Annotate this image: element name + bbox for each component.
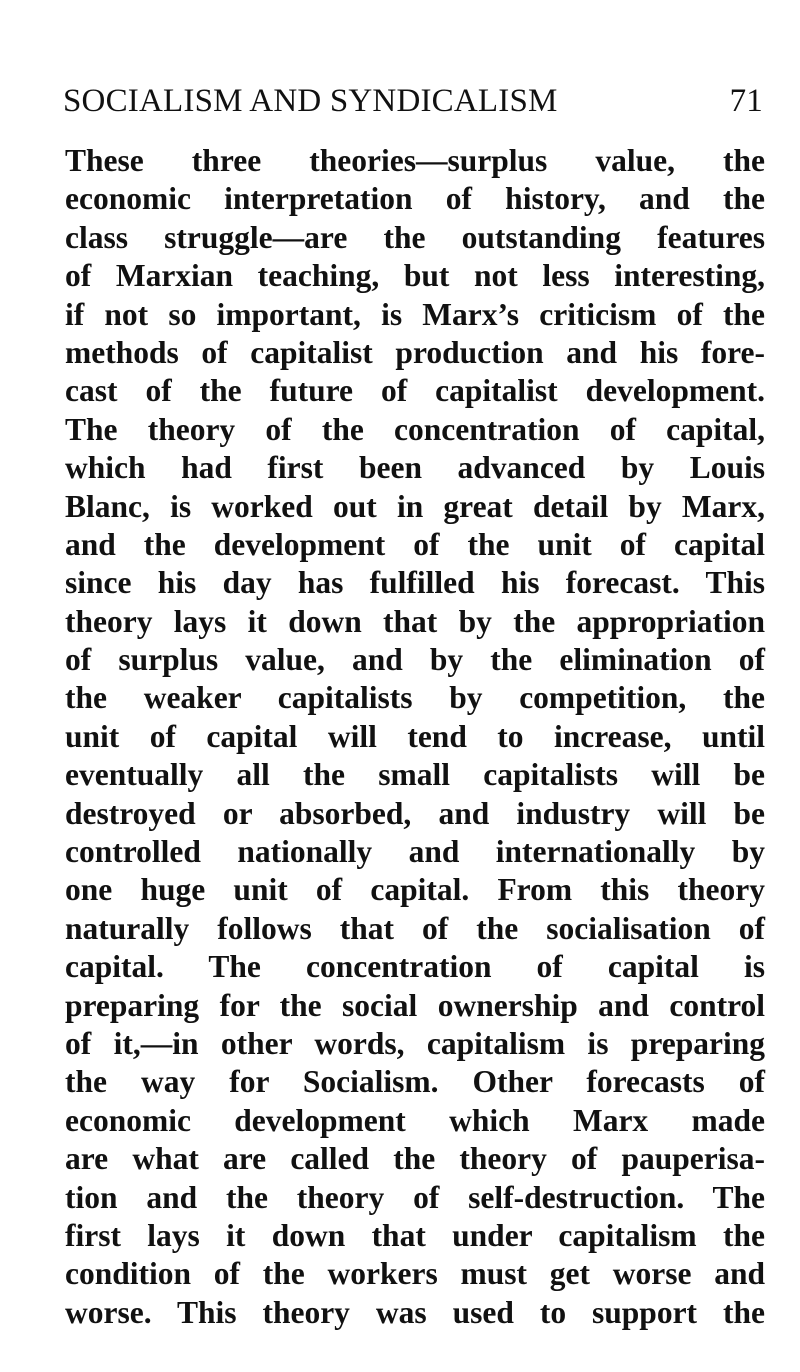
- text-line: worse. This theory was used to support the: [65, 1294, 765, 1330]
- running-title: SOCIALISM AND SYNDICALISM: [63, 83, 558, 119]
- text-line: of Marxian teaching, but not less interesting,: [65, 258, 765, 294]
- text-line: condition of the workers must get worse and: [65, 1256, 765, 1292]
- text-line: destroyed or absorbed, and industry will be: [65, 795, 765, 831]
- running-head: [63, 76, 763, 126]
- text-line: tion and the theory of self-destruction. The: [65, 1179, 765, 1215]
- text-line: of it,—in other words, capitalism is preparing: [65, 1025, 765, 1061]
- text-line: of surplus value, and by the elimination of: [65, 642, 765, 678]
- text-line: class struggle—are the outstanding features: [65, 219, 765, 255]
- text-line: one huge unit of capital. From this theory: [65, 872, 765, 908]
- text-line: are what are called the theory of pauperisa-: [65, 1141, 765, 1177]
- text-line: the way for Socialism. Other forecasts of: [65, 1064, 765, 1100]
- text-line: which had first been advanced by Louis: [65, 450, 765, 486]
- text-line: since his day has fulfilled his forecast. This: [65, 565, 765, 601]
- text-line: controlled nationally and internationally by: [65, 834, 765, 870]
- text-line: economic interpretation of history, and the: [65, 181, 765, 217]
- text-line: These three theories—surplus value, the: [65, 143, 765, 178]
- text-line: naturally follows that of the socialisation of: [65, 910, 765, 946]
- text-line: cast of the future of capitalist development.: [65, 373, 765, 409]
- text-line: capital. The concentration of capital is: [65, 949, 765, 985]
- page-number: 71: [729, 83, 763, 119]
- text-line: and the development of the unit of capital: [65, 526, 765, 562]
- text-line: The theory of the concentration of capital,: [65, 411, 765, 447]
- body-paragraph: [65, 142, 765, 1332]
- text-line: the weaker capitalists by competition, the: [65, 680, 765, 716]
- text-line: preparing for the social ownership and control: [65, 987, 765, 1023]
- text-line: methods of capitalist production and his fore-: [65, 334, 765, 370]
- text-line: first lays it down that under capitalism the: [65, 1217, 765, 1253]
- text-line: eventually all the small capitalists will be: [65, 757, 765, 793]
- text-line: Blanc, is worked out in great detail by Marx,: [65, 488, 765, 524]
- text-line: if not so important, is Marx’s criticism of the: [65, 296, 765, 332]
- text-line: unit of capital will tend to increase, until: [65, 718, 765, 754]
- text-line: theory lays it down that by the appropriation: [65, 603, 765, 639]
- text-line: economic development which Marx made: [65, 1102, 765, 1138]
